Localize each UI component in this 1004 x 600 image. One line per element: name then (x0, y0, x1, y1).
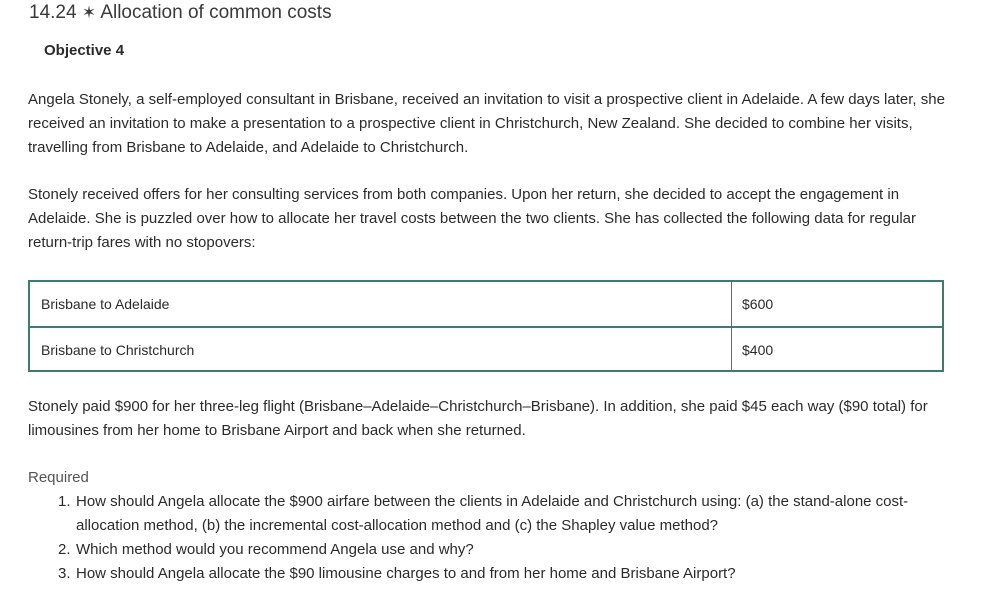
paragraph-payment: Stonely paid $900 for her three-leg flight (Brisbane–Adelaide–Christchurch–Brisbane). In addition, she paid $45 each way ($90 total) for limousines from her home to Brisbane Airport and back when she returned. (28, 398, 928, 439)
question-number: 3. (58, 565, 71, 582)
problem-heading: Allocation of common costs (100, 2, 332, 23)
question-item (28, 538, 958, 562)
question-item (28, 562, 958, 586)
question-number: 2. (58, 541, 71, 558)
paragraph-offers: Stonely received offers for her consulting services from both companies. Upon her return, she decided to accept the engagement in Adelaide. She is puzzled over how to allocate her travel costs between the two clients. She has collected the following data for regular return-trip fares with no stopovers: (28, 186, 917, 251)
question-list (28, 490, 958, 586)
question-text: How should Angela allocate the $90 limousine charges to and from her home and Brisbane Airport? (76, 565, 736, 582)
question-text: Which method would you recommend Angela use and why? (76, 541, 474, 558)
route-cell: Brisbane to Christchurch (41, 342, 195, 358)
paragraph-intro: Angela Stonely, a self-employed consultant in Brisbane, received an invitation to visit a prospective client in Adelaide. A few days later, she received an invitation to make a presentation to a prospective client in Christchurch, New Zealand. She decided to combine her visits, travelling from Brisbane to Adelaide, and Adelaide to Christchurch. (28, 91, 945, 156)
table-row (30, 328, 942, 372)
question-text: How should Angela allocate the $900 airfare between the clients in Adelaide and Christchurch using: (a) the stand-alone cost-allocation method, (b) the incremental cost-allocation method and (c) the Shapley value method? (76, 493, 909, 534)
objective-label: Objective 4 (44, 42, 125, 59)
problem-number: 14.24 (29, 2, 77, 23)
fares-table (28, 280, 944, 372)
route-cell: Brisbane to Adelaide (41, 296, 170, 312)
required-label: Required (28, 469, 89, 486)
column-divider (731, 282, 732, 370)
fare-cell: $400 (742, 342, 774, 358)
problem-title (29, 1, 332, 25)
question-item (28, 490, 958, 538)
fare-cell: $600 (742, 296, 774, 312)
table-row (30, 282, 942, 326)
question-number: 1. (58, 493, 71, 510)
star-icon: ✶ (81, 3, 97, 22)
